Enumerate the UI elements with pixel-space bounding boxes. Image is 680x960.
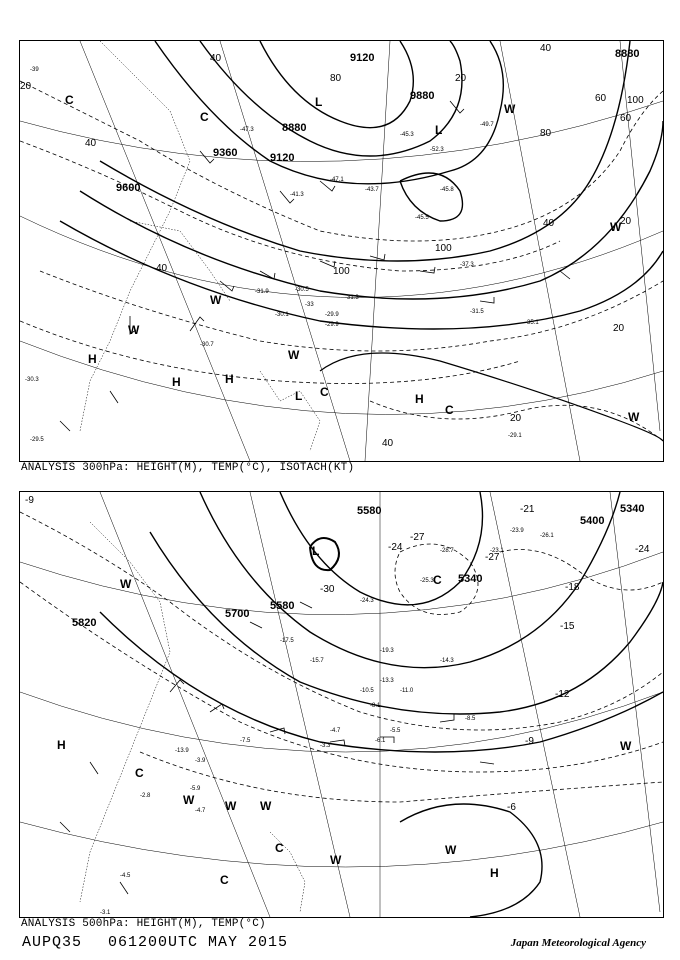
pressure-system-marker: C (200, 110, 209, 124)
temperature-label: -29.9 (325, 312, 339, 318)
map-300hpa-labels (20, 43, 644, 449)
isotherm-label: -24 (635, 544, 650, 555)
temperature-label: -23.1 (490, 548, 504, 554)
isotherm-label: -12 (555, 689, 570, 700)
pressure-system-marker: C (220, 873, 229, 887)
pressure-system-marker: H (88, 352, 97, 366)
temperature-label: -4.7 (195, 808, 206, 814)
pressure-system-marker: W (610, 220, 622, 234)
temperature-label: -8.1 (370, 703, 381, 709)
height-contour-label: 8880 (615, 48, 640, 60)
height-contour-label: 5580 (270, 600, 295, 612)
temperature-label: -30.7 (200, 342, 214, 348)
pressure-system-marker: H (57, 738, 66, 752)
temperature-label: -29.1 (508, 433, 522, 439)
height-contour-label: 5340 (620, 503, 645, 515)
pressure-system-marker: W (628, 410, 640, 424)
caption-500hpa: ANALYSIS 500hPa: HEIGHT(M), TEMP(°C) (21, 918, 266, 930)
pressure-system-marker: W (183, 793, 195, 807)
isotach-label: 40 (543, 218, 555, 229)
height-contours (100, 492, 663, 917)
isotherm-label: -15 (560, 621, 575, 632)
temperature-label: -15.7 (310, 658, 324, 664)
isotach-label: 100 (627, 95, 644, 106)
temperature-label: -23.9 (510, 528, 524, 534)
temperature-label: -31.5 (470, 309, 484, 315)
height-contour-label: 5700 (225, 608, 250, 620)
pressure-system-marker: W (120, 577, 132, 591)
temperature-label: -3.1 (100, 910, 111, 916)
isotherm-label: -27 (410, 532, 425, 543)
height-contour-label: 5340 (458, 573, 483, 585)
temperature-label: -11.0 (400, 688, 414, 694)
chart-identifier (22, 934, 314, 951)
analysis-300hpa-map (19, 40, 664, 462)
isotherm-label: -9 (525, 736, 534, 747)
map-500hpa-canvas (20, 492, 663, 917)
pressure-system-marker: L (295, 389, 303, 403)
pressure-system-marker: W (260, 799, 272, 813)
isotherms (20, 512, 663, 802)
valid-time: 061200UTC MAY 2015 (108, 934, 289, 951)
analysis-500hpa-map (19, 491, 664, 918)
pressure-system-marker: C (433, 573, 442, 587)
pressure-system-marker: W (210, 293, 222, 307)
temperature-label: -41.3 (290, 192, 304, 198)
pressure-system-marker: C (275, 841, 284, 855)
temperature-label: -45.8 (440, 187, 454, 193)
graticule (20, 492, 663, 917)
isotherm-label: -21 (520, 504, 535, 515)
temperature-label: -13.9 (175, 748, 189, 754)
temperature-label: -3.9 (195, 758, 206, 764)
temperature-label: -14.3 (440, 658, 454, 664)
temperature-label: -39 (30, 67, 39, 73)
temperature-label: -2.8 (140, 793, 151, 799)
temperature-label: -3.3 (320, 743, 331, 749)
height-contour-label: 8880 (282, 122, 307, 134)
height-contour-label: 5400 (580, 515, 605, 527)
pressure-system-marker: W (288, 348, 300, 362)
coastline (80, 522, 305, 912)
wind-barbs (60, 101, 570, 431)
height-contour-label: 9600 (116, 182, 141, 194)
map-300hpa-canvas (20, 41, 663, 461)
temperature-label: -6.1 (375, 738, 386, 744)
temperature-label: -52.3 (430, 147, 444, 153)
isotach-label: 20 (455, 73, 467, 84)
temperature-label: -10.5 (360, 688, 374, 694)
pressure-system-marker: C (445, 403, 454, 417)
pressure-system-marker: W (504, 102, 516, 116)
isotach-label: 60 (620, 113, 632, 124)
isotach-label: 40 (156, 263, 168, 274)
pressure-system-marker: H (490, 866, 499, 880)
pressure-system-marker: L (435, 123, 443, 137)
temperature-label: -47.1 (330, 177, 344, 183)
isotach-20-contour (320, 353, 663, 441)
temperature-label: -45.5 (415, 215, 429, 221)
isotach-label: 60 (595, 93, 607, 104)
temperature-label: -47.3 (240, 127, 254, 133)
temperature-label: -31.3 (345, 295, 359, 301)
temperature-label: -4.5 (120, 873, 131, 879)
agency-name: Japan Meteorological Agency (510, 937, 646, 949)
isotach-label: 80 (540, 128, 552, 139)
isotherm-label: -18 (565, 582, 580, 593)
pressure-system-marker: C (135, 766, 144, 780)
height-contour-label: 9120 (270, 152, 295, 164)
isotach-label: 20 (510, 413, 522, 424)
isotherm-label: -24 (388, 542, 403, 553)
temperature-label: -8.5 (465, 716, 476, 722)
height-contour-label: 9880 (410, 90, 435, 102)
temperature-label: -5.9 (190, 786, 201, 792)
pressure-system-marker: L (312, 544, 320, 558)
temperature-label: -17.5 (280, 638, 294, 644)
isotherm-label: -27 (485, 552, 500, 563)
temperature-label: -13.3 (380, 678, 394, 684)
temperature-label: -37.3 (460, 262, 474, 268)
temperature-label: -30.1 (275, 312, 289, 318)
temperature-label: -19.3 (380, 648, 394, 654)
temperature-label: -33 (305, 302, 314, 308)
pressure-system-marker: H (415, 392, 424, 406)
pressure-system-marker: W (620, 739, 632, 753)
isotach-label: 20 (20, 81, 32, 92)
isotach-label: 20 (620, 216, 632, 227)
temperature-label: -28.7 (440, 548, 454, 554)
temperature-label: -45.3 (400, 132, 414, 138)
height-contour-label: 5580 (357, 505, 382, 517)
temperature-label: -25.3 (420, 578, 434, 584)
pressure-system-marker: W (330, 853, 342, 867)
temperature-label: -31.9 (255, 289, 269, 295)
isotach-label: 40 (382, 438, 394, 449)
height-contour-label: 9360 (213, 147, 238, 159)
temperature-label: -43.7 (365, 187, 379, 193)
isotach-label: 80 (330, 73, 342, 84)
pressure-system-marker: W (128, 323, 140, 337)
chart-code: AUPQ35 (22, 934, 83, 951)
caption-300hpa: ANALYSIS 300hPa: HEIGHT(M), TEMP(°C), ISOTACH(KT) (21, 462, 355, 474)
pressure-system-marker: C (65, 93, 74, 107)
temperature-label: -29.9 (325, 322, 339, 328)
isotherm-label: -30 (320, 584, 335, 595)
temperature-label: -24.3 (360, 598, 374, 604)
pressure-system-marker: C (320, 385, 329, 399)
isotach-label: 40 (85, 138, 97, 149)
temperature-label: -26.1 (540, 533, 554, 539)
isotach-label: 20 (613, 323, 625, 334)
height-contour-label: 5820 (72, 617, 97, 629)
isotach-label: 40 (540, 43, 552, 54)
pressure-system-marker: H (172, 375, 181, 389)
isotach-label: 100 (435, 243, 452, 254)
temperature-label: -29.5 (30, 437, 44, 443)
temperature-label: -5.5 (390, 728, 401, 734)
temperature-label: -30.3 (25, 377, 39, 383)
pressure-system-marker: L (315, 95, 323, 109)
pressure-system-marker: H (225, 372, 234, 386)
isotherm-label: -6 (507, 802, 516, 813)
temperature-label: -30.5 (295, 287, 309, 293)
pressure-system-marker: W (445, 843, 457, 857)
isotach-label: 40 (210, 53, 222, 64)
temperature-label: -4.7 (330, 728, 341, 734)
isotachs (20, 81, 663, 441)
isotherm-label: -9 (25, 495, 34, 506)
height-contour-label: 9120 (350, 52, 375, 64)
temperature-label: -49.7 (480, 122, 494, 128)
height-contours (60, 41, 663, 329)
isotach-label: 100 (333, 266, 350, 277)
temperature-label: -7.5 (240, 738, 251, 744)
temperature-label: -35.1 (525, 320, 539, 326)
pressure-system-marker: W (225, 799, 237, 813)
